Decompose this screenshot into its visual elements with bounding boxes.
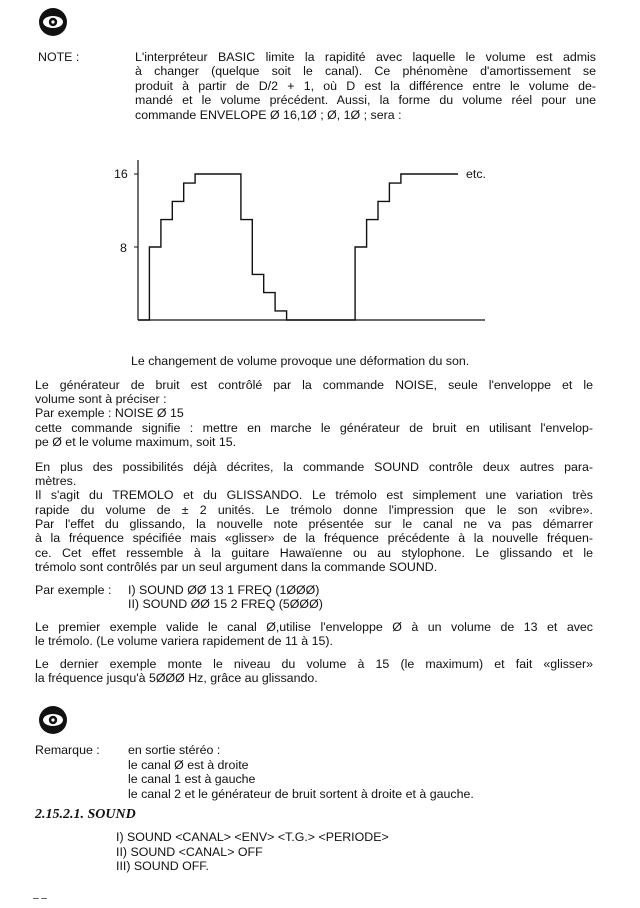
sound-line-2: mètres. (35, 474, 77, 488)
noise-line-1: Le générateur de bruit est contrôlé par la commande NOISE, seule l'enveloppe et le (35, 378, 593, 392)
chart-caption: Le changement de volume provoque une déformation du son. (131, 354, 470, 368)
footer-mark: – – (33, 893, 47, 904)
sound-line-3: Il s'agit du TREMOLO et du GLISSANDO. Le trémolo est simplement une variation très (35, 488, 593, 502)
sound-line-5: Par l'effet du glissando, la nouvelle note présentée sur le canal ne va pas démarrer (35, 517, 593, 531)
note-line-5: commande ENVELOPE Ø 16,1Ø ; Ø, 1Ø ; sera : (135, 108, 402, 122)
remark-label: Remarque : (35, 743, 100, 757)
last-example-line-1: Le dernier exemple monte le niveau du volume à 15 (le maximum) et fait «glisser» (35, 657, 593, 671)
noise-line-2: volume sont à préciser : (35, 392, 167, 406)
note-line-1: L'interpréteur BASIC limite la rapidité avec laquelle le volume est admis (135, 50, 596, 64)
first-example-line-2: le trémolo. (Le volume variera rapidement de 11 à 15). (35, 634, 333, 648)
note-line-2: à changer (quelque soit le canal). Ce phénomène d'amortissement se (135, 64, 596, 78)
syntax-line-3: III) SOUND OFF. (116, 859, 209, 873)
tick-label-16: 16 (114, 167, 128, 181)
etc-annotation: etc. (466, 167, 486, 181)
note-label: NOTE : (38, 50, 80, 64)
eye-icon-2 (37, 705, 69, 735)
syntax-line-2: II) SOUND <CANAL> OFF (116, 845, 263, 859)
note-line-4: mandé et le volume précédent. Aussi, la forme du volume réel pour une (135, 93, 596, 107)
sound-line-7: ce. Cet effet ressemble à la guitare Hawaïenne ou au stylophone. Le glissando et le (35, 546, 593, 560)
volume-chart (100, 155, 500, 330)
last-example-line-2: la fréquence jusqu'à 5ØØØ Hz, grâce au glissando. (35, 671, 318, 685)
remark-line-1: en sortie stéréo : (128, 743, 221, 757)
syntax-line-1: I) SOUND <CANAL> <ENV> <T.G.> <PERIODE> (116, 830, 389, 844)
example-1: I) SOUND ØØ 13 1 FREQ (1ØØØ) (128, 583, 320, 597)
noise-line-4: cette commande signifie : mettre en marche le générateur de bruit en utilisant l'envelop- (35, 421, 593, 435)
remark-line-3: le canal 1 est à gauche (128, 772, 256, 786)
example-2: II) SOUND ØØ 15 2 FREQ (5ØØØ) (128, 597, 323, 611)
noise-line-5: pe Ø et le volume maximum, soit 15. (35, 435, 237, 449)
remark-line-4: le canal 2 et le générateur de bruit sortent à droite et à gauche. (128, 787, 474, 801)
note-line-3: produit à partir de D/2 + 1, où D est la différence entre le volume de- (135, 79, 596, 93)
sound-line-1: En plus des possibilités déjà décrites, la commande SOUND contrôle deux autres para- (35, 460, 593, 474)
sound-line-4: rapide du volume de ± 2 unités. Le trémolo donne l'impression que le son «vibre». (35, 503, 593, 517)
example-label: Par exemple : (35, 583, 112, 597)
eye-icon (37, 7, 69, 37)
tick-label-8: 8 (120, 241, 127, 255)
volume-step-line (138, 174, 458, 320)
sound-line-8: trémolo sont contrôlés par un seul argument dans la commande SOUND. (35, 560, 438, 574)
remark-line-2: le canal Ø est à droite (128, 758, 249, 772)
noise-example: Par exemple : NOISE Ø 15 (35, 406, 184, 420)
section-heading: 2.15.2.1. SOUND (35, 807, 136, 822)
first-example-line-1: Le premier exemple valide le canal Ø,utilise l'enveloppe Ø à un volume de 13 et avec (35, 620, 593, 634)
sound-line-6: à la fréquence spécifiée mais «glisser» de la fréquence précédente à la nouvelle fréquen- (35, 531, 593, 545)
